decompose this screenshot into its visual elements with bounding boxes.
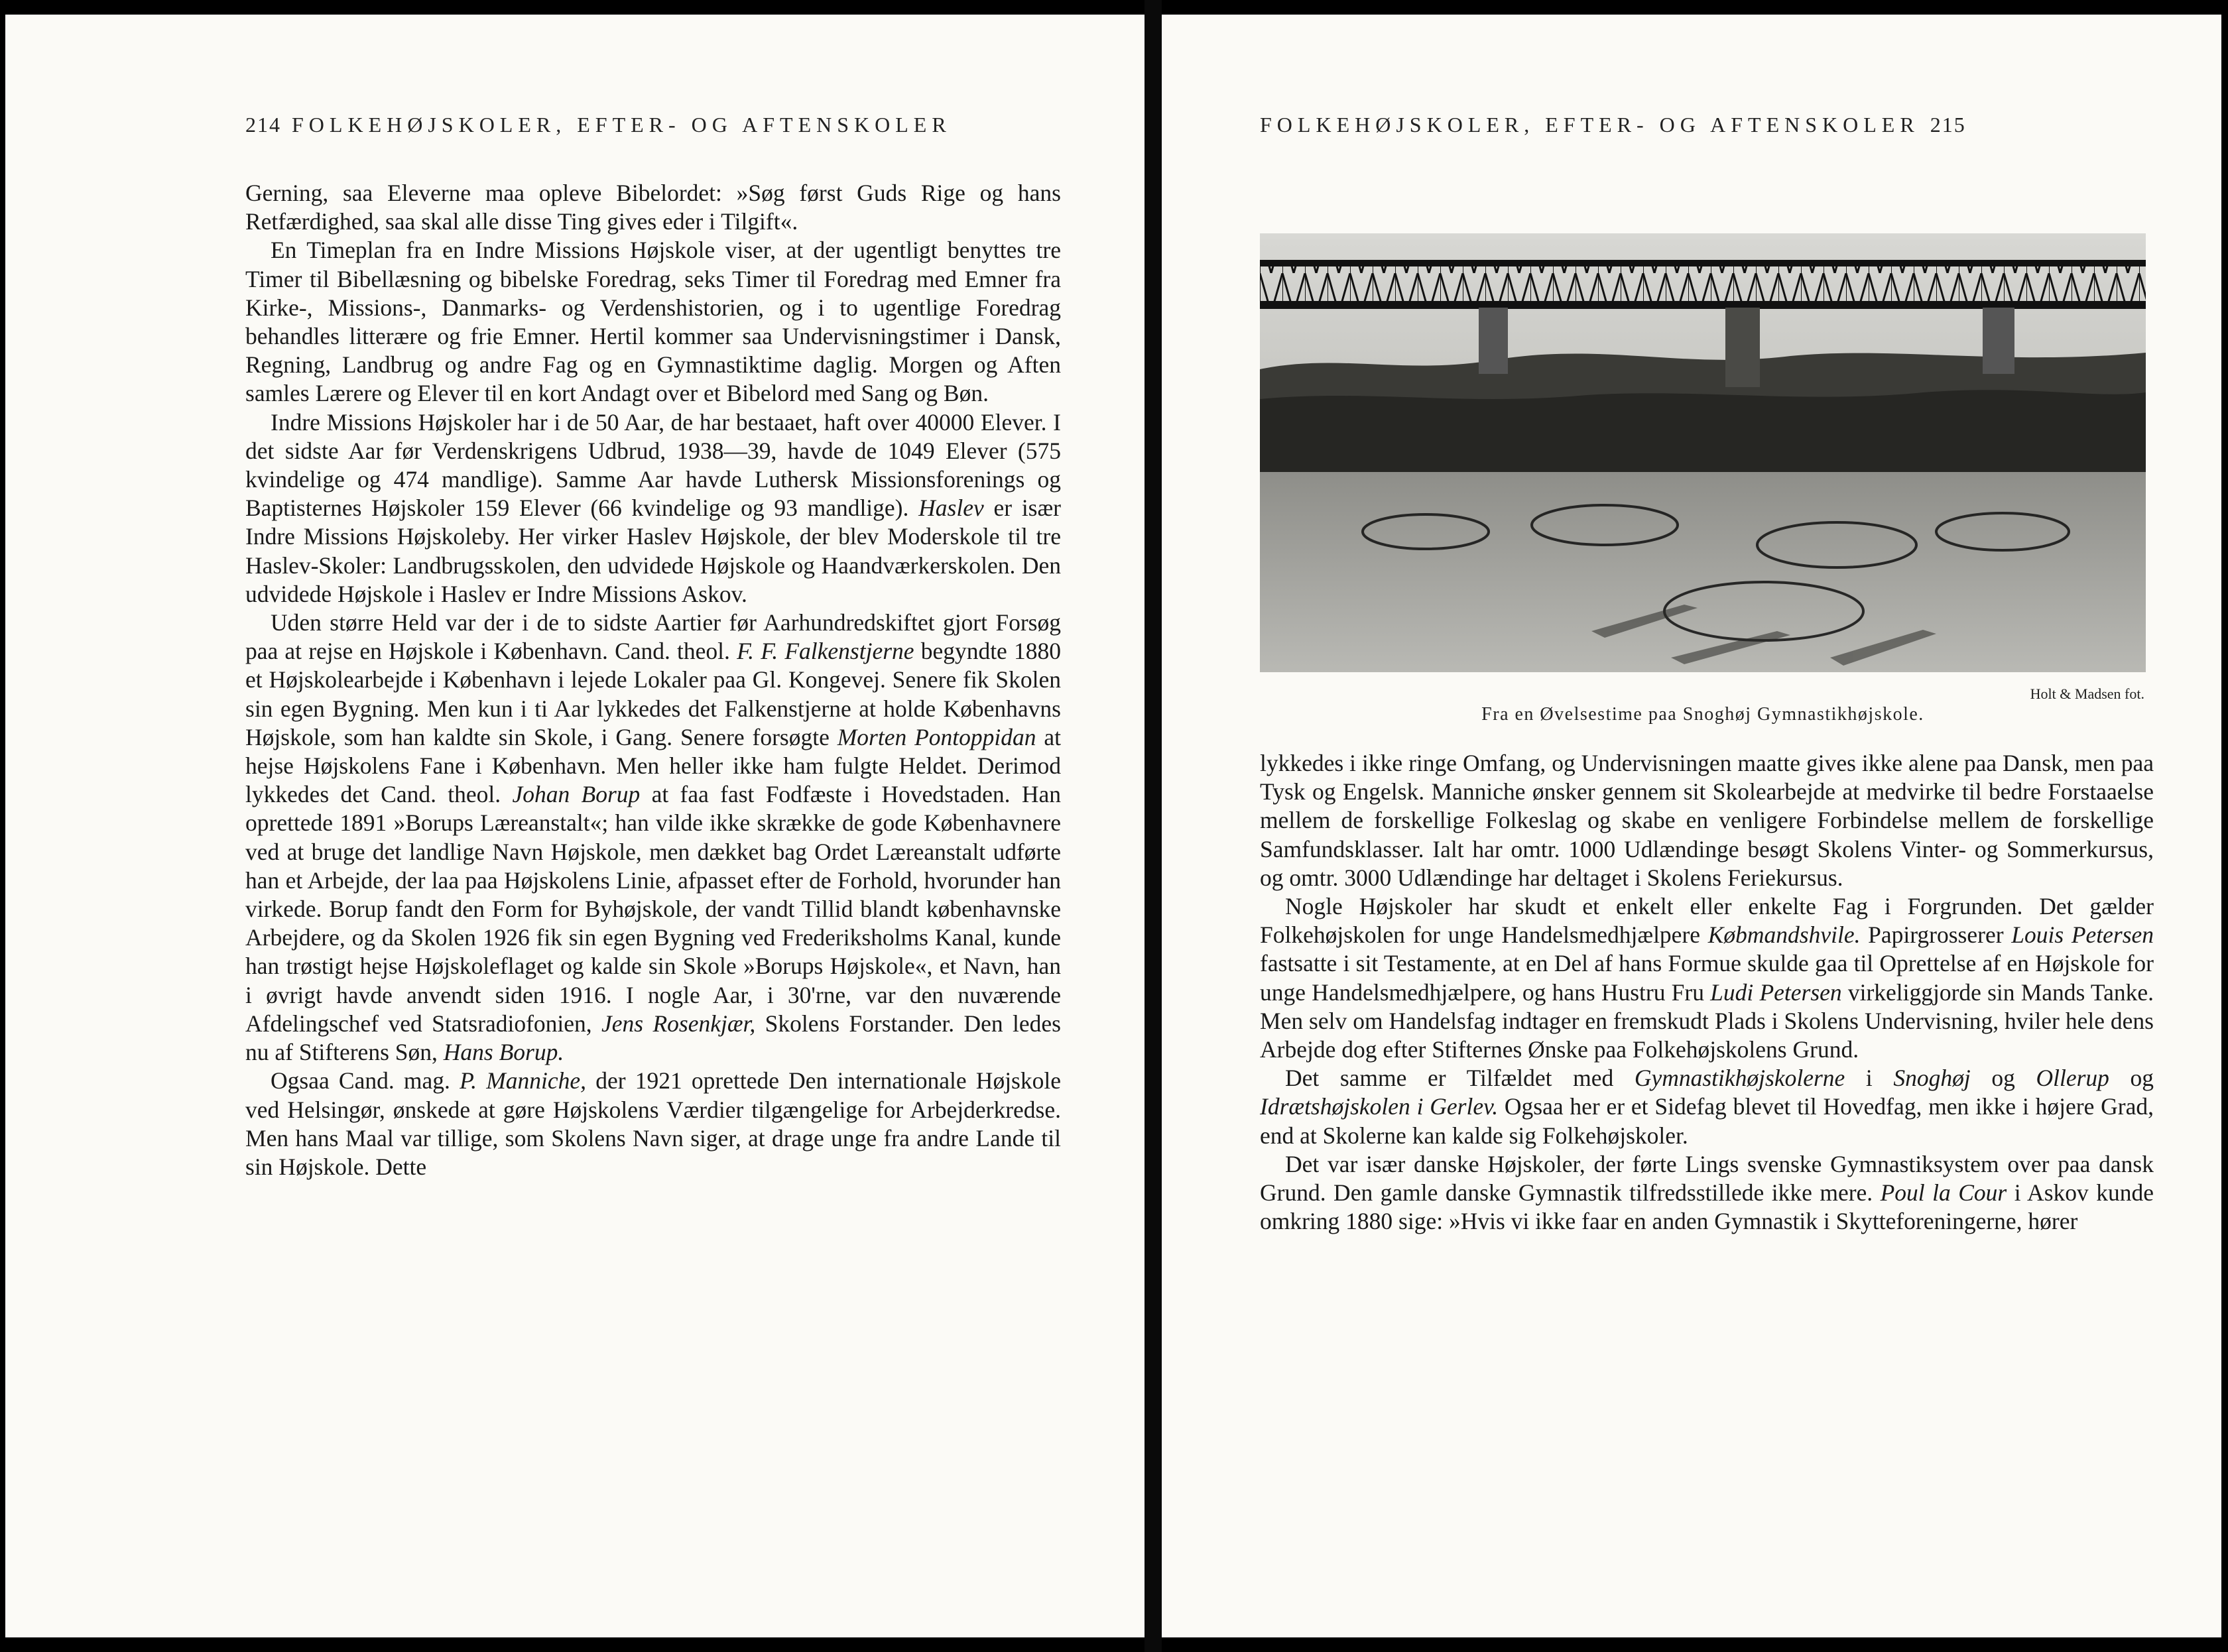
- right-page: [1162, 15, 2221, 1637]
- right-body-text: [1260, 749, 2154, 1236]
- left-page: [5, 15, 1145, 1637]
- italic-name: Ludi Petersen: [1710, 978, 1842, 1006]
- italic-name: Hans Borup.: [443, 1039, 564, 1066]
- text-run: Ogsaa her er et Sidefag blevet til Hovedfag, men ikke i højere Grad, end at Skolerne kan kalde sig Folkehøjskoler.: [1260, 1093, 2154, 1149]
- text-run: og: [1970, 1065, 2036, 1092]
- photo-credit: Holt & Madsen fot.: [2030, 685, 2144, 702]
- body-paragraph: [1260, 749, 2154, 892]
- italic-name: Gymnastikhøjskolerne: [1634, 1065, 1845, 1092]
- body-paragraph: [245, 1067, 1061, 1181]
- running-head-right: [1260, 113, 1966, 137]
- text-run: begyndte 1880 et Højskolearbejde i København i lejede Lokaler paa Gl. Kongevej. Senere fik Skolen sin egen Bygning. Men kun i ti Aar lykkedes det Falkenstjerne at holde Københavns Højskole, som han kaldte sin Skole, i Gang. Senere forsøgte: [245, 638, 1061, 750]
- running-head-title-left: FOLKEHØJSKOLER, EFTER- OG AFTENSKOLER: [292, 113, 952, 137]
- italic-name: P. Manniche,: [460, 1067, 587, 1094]
- book-gutter: [1145, 0, 1162, 1652]
- running-head-left: [245, 113, 952, 137]
- gymnastics-photo: [1260, 233, 2146, 672]
- text-run: virkeliggjorde sin Mands Tanke. Men selv om Handelsfag indtager en fremskudt Plads i Skolens Undervisning, hviler hele dens Arbejde dog efter Stifternes Ønske paa Folkehøjskolens Grund.: [1260, 978, 2154, 1063]
- body-paragraph: [1260, 892, 2154, 1064]
- text-run: En Timeplan fra en Indre Missions Højskole viser, at der ugentligt benyttes tre Timer til Bibellæsning og bibelske Foredrag, seks Timer til Foredrag med Emner fra Kirke-, Missions-, Danmarks- og Verdenshistorien, og i to ugentlige Foredrag behandles litterære og frie Emner. Hertil kommer saa Undervisningstimer i Dansk, Regning, Landbrug og andre Fag og en Gymnastiktime daglig. Morgen og Aften samles Lærere og Elever til en kort Andagt over et Bibelord med Sang og Bøn.: [245, 237, 1061, 407]
- italic-name: Købmandshvile.: [1707, 921, 1861, 949]
- text-run: Indre Missions Højskoler har i de 50 Aar, de har bestaaet, haft over 40000 Elever. I det sidste Aar før Verdenskrigens Udbrud, 1938—39, havde de 1049 Elever (575 kvindelige og 474 mandlige). Samme Aar havde Luthersk Missionsforenings og Baptisternes Højskoler 159 Elever (66 kvindelige og 93 mandlige).: [245, 408, 1061, 522]
- left-body-text: [245, 179, 1061, 1181]
- text-run: i Askov kunde omkring 1880 sige: »Hvis vi ikke faar en anden Gymnastik i Skytteforeningerne, hører: [1260, 1179, 2154, 1235]
- page-number-left: 214: [245, 113, 281, 137]
- text-run: er især Indre Missions Højskoleby. Her virker Haslev Højskole, der blev Moderskole til tre Haslev-Skoler: Landbrugsskolen, den udvidede Højskole og Haandværkerskolen. Den udvidede Højskole i Haslev er Indre Missions Askov.: [245, 495, 1061, 607]
- text-run: der 1921 oprettede Den internationale Højskole ved Helsingør, ønskede at gøre Højskolens Værdier tilgængelige for Arbejderkredse. Men hans Maal var tillige, som Skolens Navn siger, at drage unge fra andre Lande til sin Højskole. Dette: [245, 1067, 1061, 1180]
- text-run: at faa fast Fodfæste i Hovedstaden. Han oprettede 1891 »Borups Læreanstalt«; han vilde ikke skrække de gode Københavnere ved at bruge det landlige Navn Højskole, men dækket bag Ordet Læreanstalt udførte han et Arbejde, der laa paa Højskolens Linie, afpasset efter de Forhold, hvorunder han virkede. Borup fandt den Form for Byhøjskole, der vandt Tillid blandt københavnske Arbejdere, og da Skolen 1926 fik sin egen Bygning ved Frederiksholms Kanal, kunde han trøstigt hejse Højskoleflaget og kalde sin Skole »Borups Højskole«, et Navn, han i øvrigt havde anvendt siden 1916. I nogle Aar, i 30'rne, var den nuværende Afdelingschef ved Statsradiofonien,: [245, 781, 1061, 1037]
- italic-name: Jens Rosenkjær,: [601, 1010, 756, 1037]
- italic-name: Morten Pontoppidan: [837, 723, 1036, 750]
- body-paragraph: [245, 236, 1061, 408]
- body-paragraph: [1260, 1064, 2154, 1150]
- text-run: Ogsaa Cand. mag.: [271, 1067, 460, 1094]
- text-run: og: [2109, 1065, 2154, 1092]
- text-run: fastsatte i sit Testamente, at en Del af hans Formue skulde gaa til Oprettelse af en Højskole for unge Handelsmedhjælpere, og hans Hustru Fru: [1260, 950, 2154, 1006]
- body-paragraph: [245, 408, 1061, 609]
- text-run: lykkedes i ikke ringe Omfang, og Undervisningen maatte gives ikke alene paa Dansk, men paa Tysk og Engelsk. Manniche ønsker gennem sit Skolearbejde at medvirke til bedre Forstaaelse mellem de forskellige Folkeslag og skabe en venligere Forbindelse mellem de forskellige Samfundsklasser. Ialt har omtr. 1000 Udlændinge besøgt Skolens Vinter- og Sommerkursus, og omtr. 3000 Udlændinge har deltaget i Skolens Feriekursus.: [1260, 750, 2154, 891]
- page-number-right: 215: [1930, 113, 1966, 137]
- body-paragraph: [245, 179, 1061, 236]
- italic-name: Snoghøj: [1893, 1065, 1971, 1092]
- text-run: Papirgrosserer: [1860, 921, 2012, 949]
- text-run: Det samme er Tilfældet med: [1285, 1065, 1635, 1092]
- text-run: Gerning, saa Eleverne maa opleve Bibelordet: »Søg først Guds Rige og hans Retfærdighed, saa skal alle disse Ting gives eder i Tilgift«.: [245, 180, 1061, 235]
- italic-name: F. F. Falkenstjerne: [737, 638, 914, 665]
- italic-name: Ollerup: [2036, 1065, 2109, 1092]
- italic-name: Haslev: [918, 495, 984, 522]
- photo-caption: Fra en Øvelsestime paa Snoghøj Gymnastikhøjskole.: [1481, 704, 1924, 725]
- italic-name: Poul la Cour: [1880, 1179, 2007, 1207]
- body-paragraph: [1260, 1150, 2154, 1236]
- text-run: Nogle Højskoler har skudt et enkelt eller enkelte Fag i Forgrunden. Det gælder Folkehøjskolen for unge Handelsmedhjælpere: [1260, 893, 2154, 949]
- italic-name: Idrætshøjskolen i Gerlev.: [1260, 1093, 1499, 1120]
- italic-name: Johan Borup: [512, 781, 641, 808]
- text-run: at hejse Højskolens Fane i København. Men heller ikke ham fulgte Heldet. Derimod lykkedes det Cand. theol.: [245, 723, 1061, 808]
- text-run: Uden større Held var der i de to sidste Aartier før Aarhundredskiftet gjort Forsøg paa at rejse en Højskole i København. Cand. theol.: [245, 609, 1061, 665]
- italic-name: Louis Petersen: [2011, 921, 2154, 949]
- text-run: Det var især danske Højskoler, der førte Lings svenske Gymnastiksystem over paa dansk Grund. Den gamle danske Gymnastik tilfredsstillede ikke mere.: [1260, 1150, 2154, 1207]
- body-paragraph: [245, 609, 1061, 1067]
- text-run: Skolens Forstander. Den ledes nu af Stifterens Søn,: [245, 1010, 1061, 1066]
- running-head-title-right: FOLKEHØJSKOLER, EFTER- OG AFTENSKOLER: [1260, 113, 1920, 137]
- text-run: i: [1845, 1065, 1894, 1092]
